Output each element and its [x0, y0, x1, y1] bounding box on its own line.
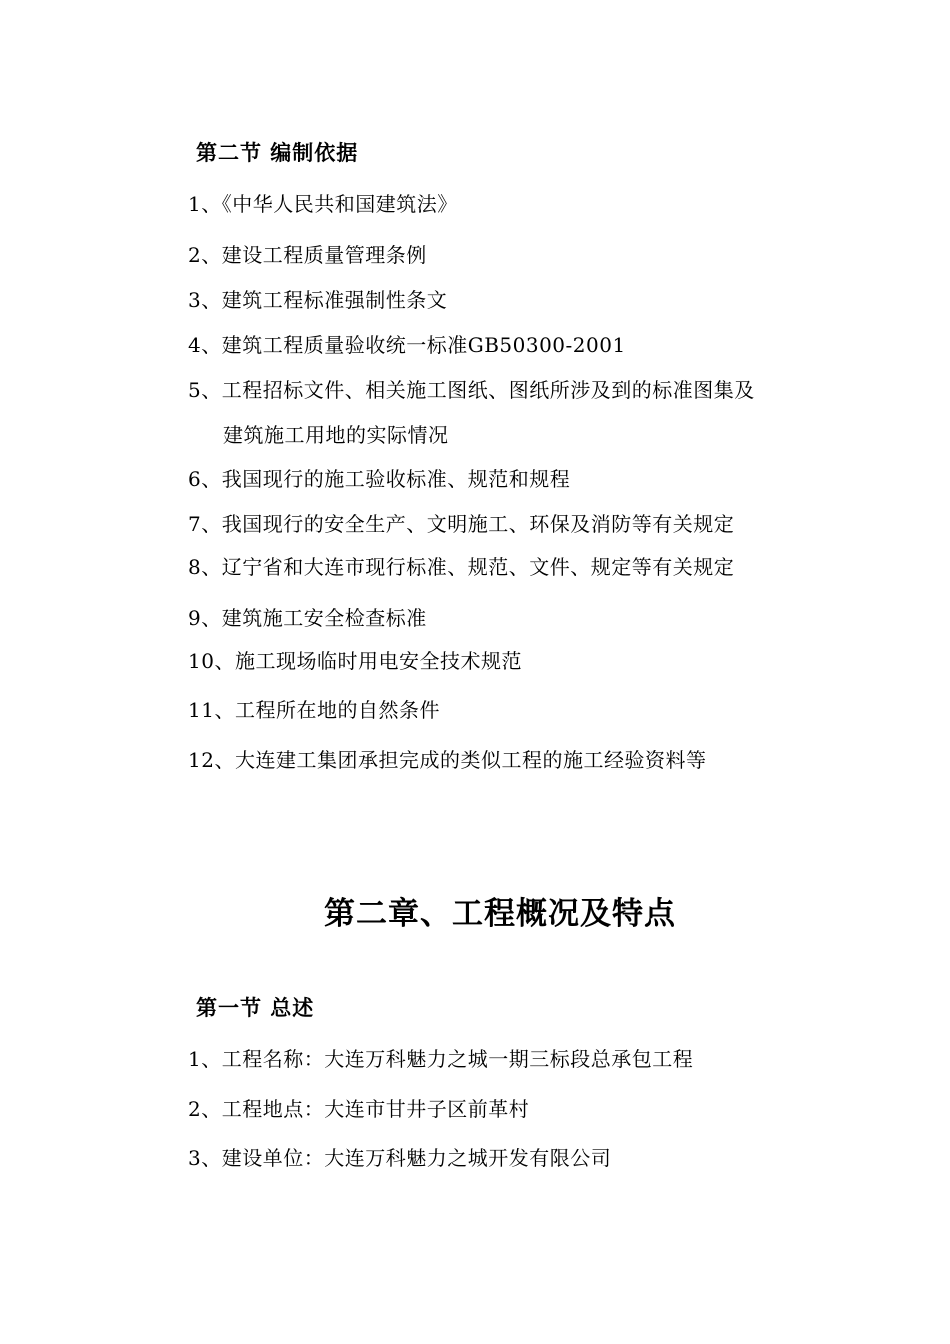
basis-item-8: 8、辽宁省和大连市现行标准、规范、文件、规定等有关规定 — [188, 555, 735, 579]
basis-item-7: 7、我国现行的安全生产、文明施工、环保及消防等有关规定 — [188, 512, 735, 536]
overview-item-3: 3、建设单位：大连万科魅力之城开发有限公司 — [188, 1146, 612, 1170]
basis-item-3: 3、建筑工程标准强制性条文 — [188, 288, 448, 312]
section-title-basis: 第二节 编制依据 — [196, 140, 359, 165]
basis-item-5-continued: 建筑施工用地的实际情况 — [223, 423, 449, 447]
basis-item-9: 9、建筑施工安全检查标准 — [188, 606, 427, 630]
basis-item-12: 12、大连建工集团承担完成的类似工程的施工经验资料等 — [188, 748, 707, 772]
chapter-title: 第二章、工程概况及特点 — [324, 896, 676, 932]
basis-item-4: 4、建筑工程质量验收统一标准GB50300-2001 — [188, 333, 626, 357]
basis-item-2: 2、建设工程质量管理条例 — [188, 243, 427, 267]
basis-item-10: 10、施工现场临时用电安全技术规范 — [188, 649, 522, 673]
overview-item-2: 2、工程地点：大连市甘井子区前革村 — [188, 1097, 530, 1121]
basis-item-5: 5、工程招标文件、相关施工图纸、图纸所涉及到的标准图集及 — [188, 378, 755, 402]
basis-item-6: 6、我国现行的施工验收标准、规范和规程 — [188, 467, 571, 491]
basis-item-1: 1、《中华人民共和国建筑法》 — [188, 192, 458, 216]
basis-item-11: 11、工程所在地的自然条件 — [188, 698, 440, 722]
section-title-overview: 第一节 总述 — [196, 995, 315, 1020]
overview-item-1: 1、工程名称：大连万科魅力之城一期三标段总承包工程 — [188, 1047, 694, 1071]
